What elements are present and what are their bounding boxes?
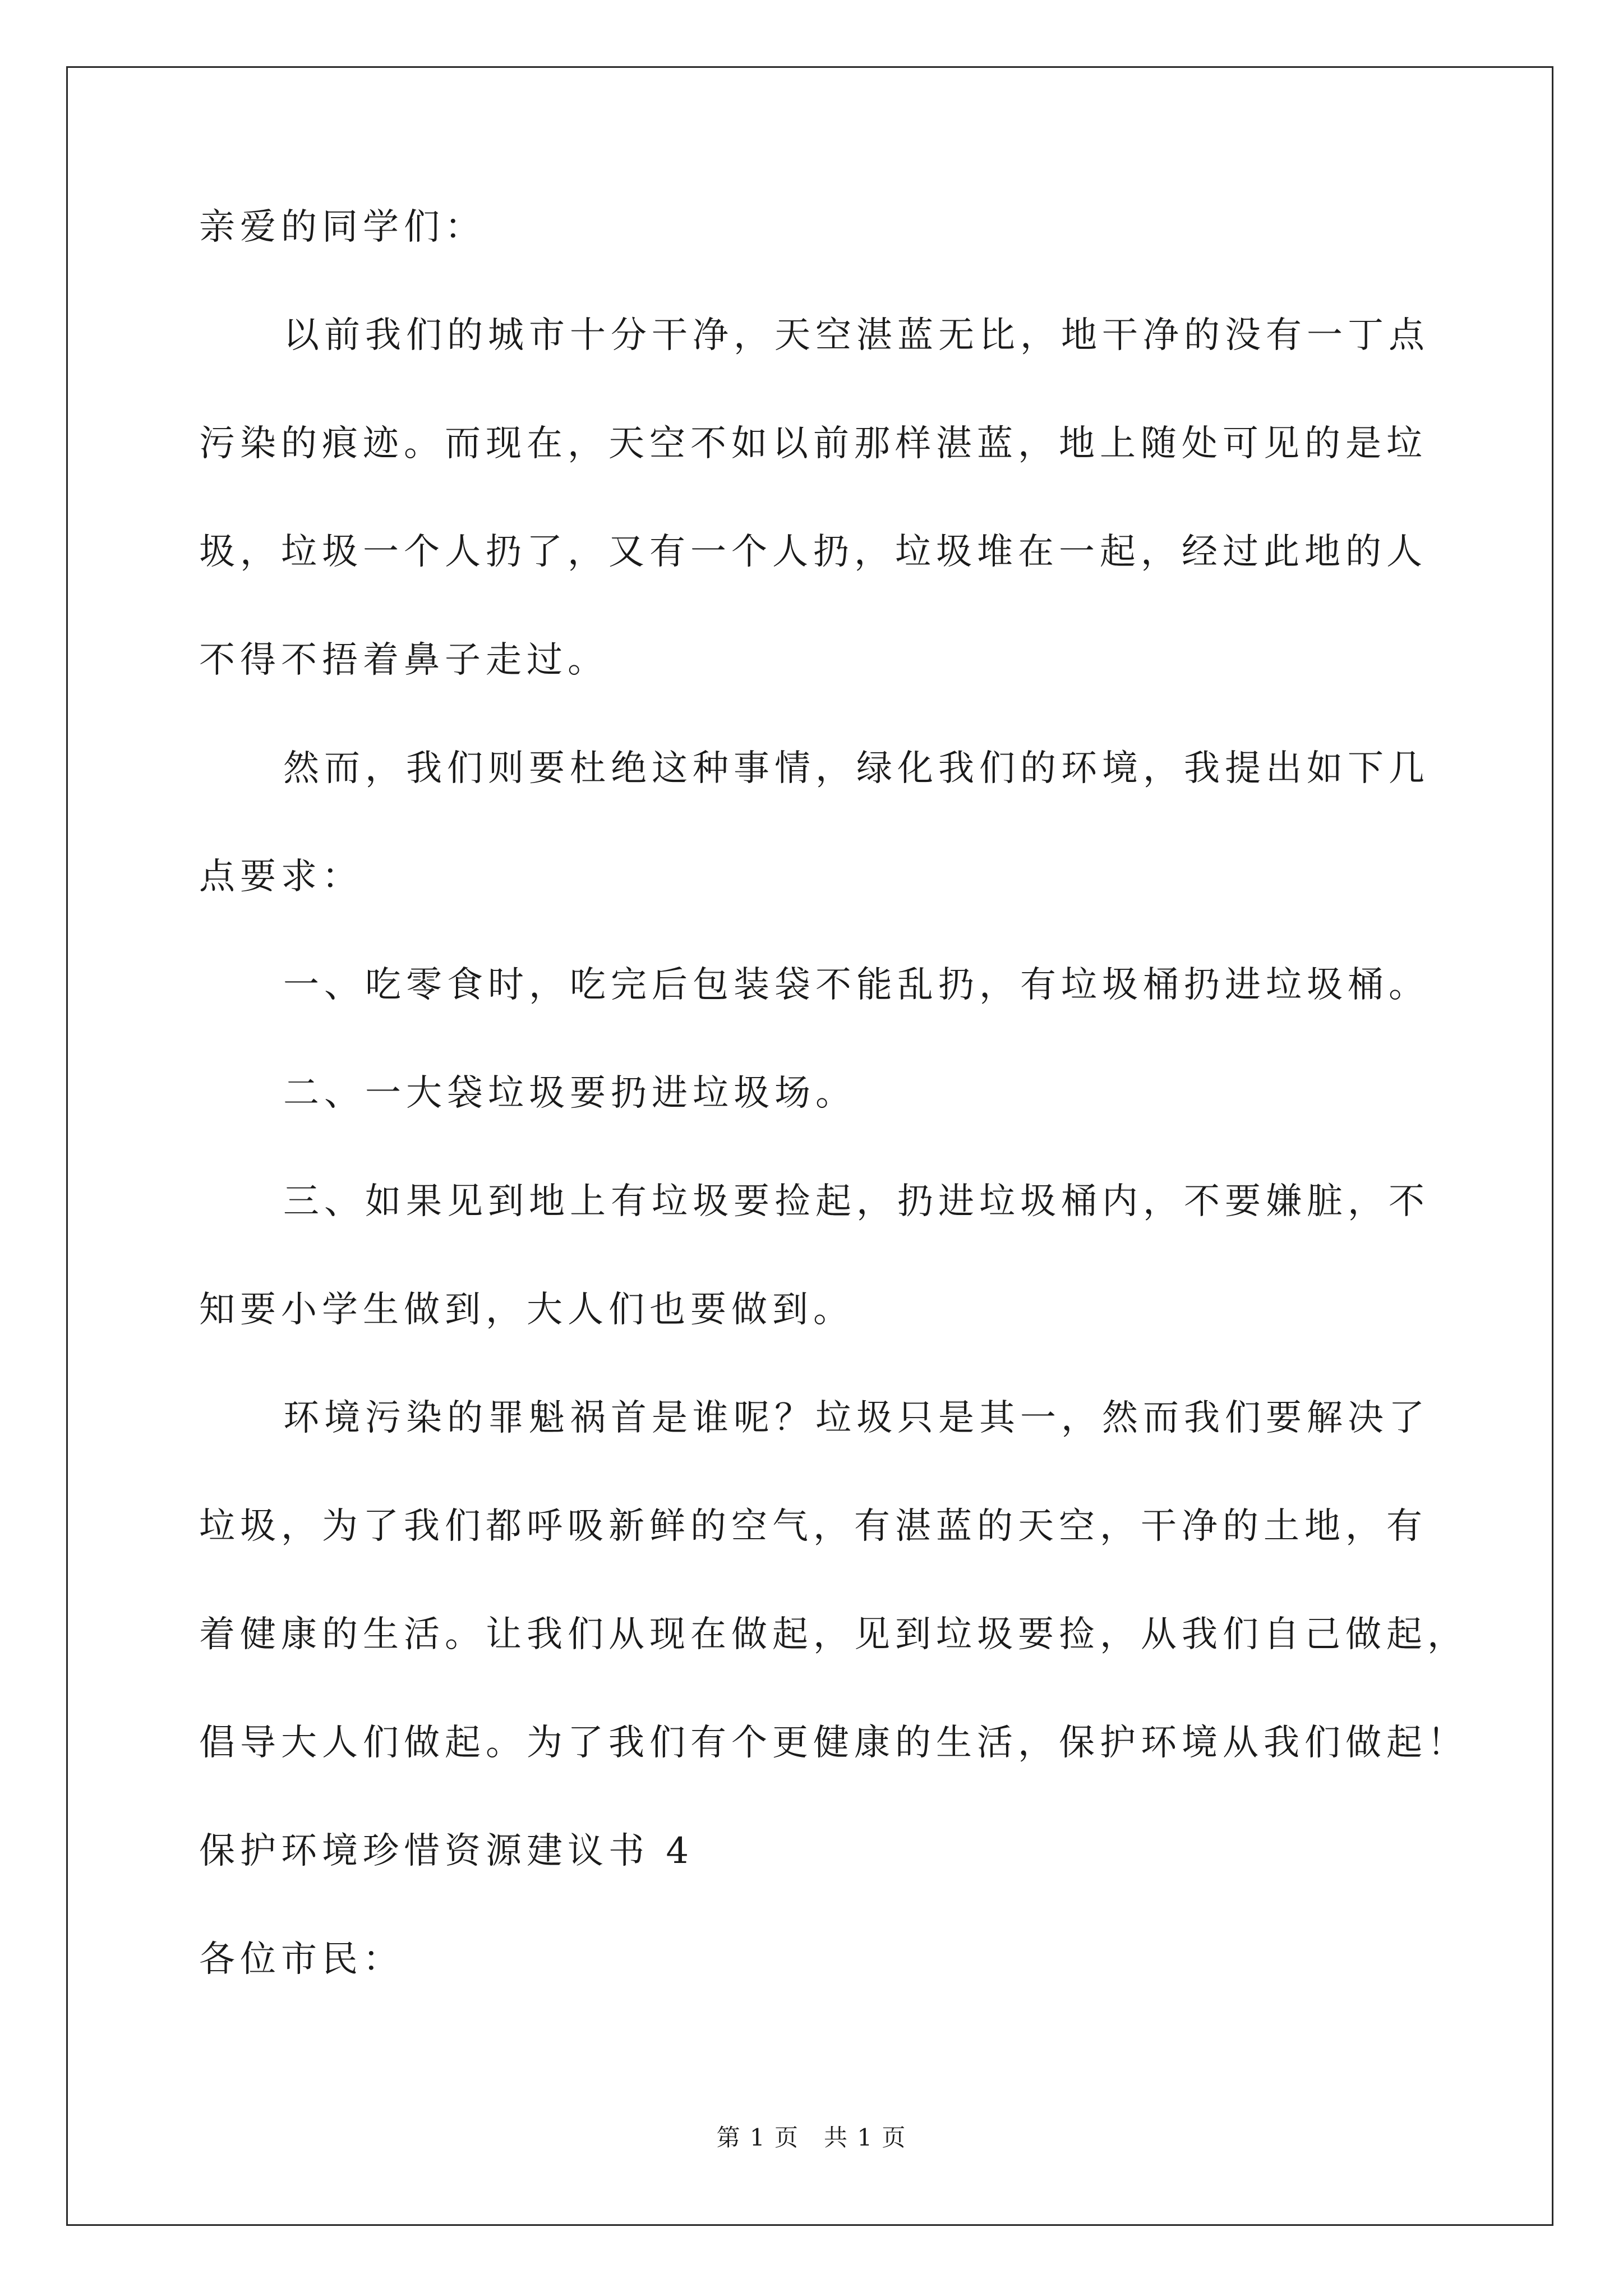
page-footer: 第 1 页 共 1 页 xyxy=(716,2124,907,2151)
paragraph-line: 着健康的生活。让我们从现在做起，见到垃圾要捡，从我们自己做起， xyxy=(199,1614,1468,1655)
salutation-2: 各位市民： xyxy=(199,1939,404,1980)
paragraph-line: 然而，我们则要杜绝这种事情，绿化我们的环境，我提出如下几 xyxy=(283,748,1430,789)
document-body xyxy=(199,205,1468,1982)
paragraph-line: 垃圾，为了我们都呼吸新鲜的空气，有湛蓝的天空，干净的土地，有 xyxy=(199,1506,1427,1547)
list-item: 三、如果见到地上有垃圾要捡起，扔进垃圾桶内，不要嫌脏，不 xyxy=(283,1181,1430,1222)
paragraph-line: 环境污染的罪魁祸首是谁呢？垃圾只是其一，然而我们要解决了 xyxy=(283,1397,1430,1439)
paragraph-line: 圾，垃圾一个人扔了，又有一个人扔，垃圾堆在一起，经过此地的人 xyxy=(199,531,1427,573)
list-item: 一、吃零食时，吃完后包装袋不能乱扔，有垃圾桶扔进垃圾桶。 xyxy=(283,964,1430,1006)
list-item: 知要小学生做到，大人们也要做到。 xyxy=(199,1289,854,1331)
paragraph-line: 以前我们的城市十分干净，天空湛蓝无比，地干净的没有一丁点 xyxy=(283,315,1430,356)
section-heading: 保护环境珍惜资源建议书 4 xyxy=(199,1830,694,1872)
paragraph-line: 点要求： xyxy=(199,856,363,898)
paragraph-line: 倡导大人们做起。为了我们有个更健康的生活，保护环境从我们做起！ xyxy=(199,1722,1468,1764)
salutation: 亲爱的同学们： xyxy=(199,206,486,248)
paragraph-line: 不得不捂着鼻子走过。 xyxy=(199,639,608,681)
paragraph-line: 污染的痕迹。而现在，天空不如以前那样湛蓝，地上随处可见的是垃 xyxy=(199,423,1427,464)
list-item: 二、一大袋垃圾要扔进垃圾场。 xyxy=(283,1073,856,1114)
